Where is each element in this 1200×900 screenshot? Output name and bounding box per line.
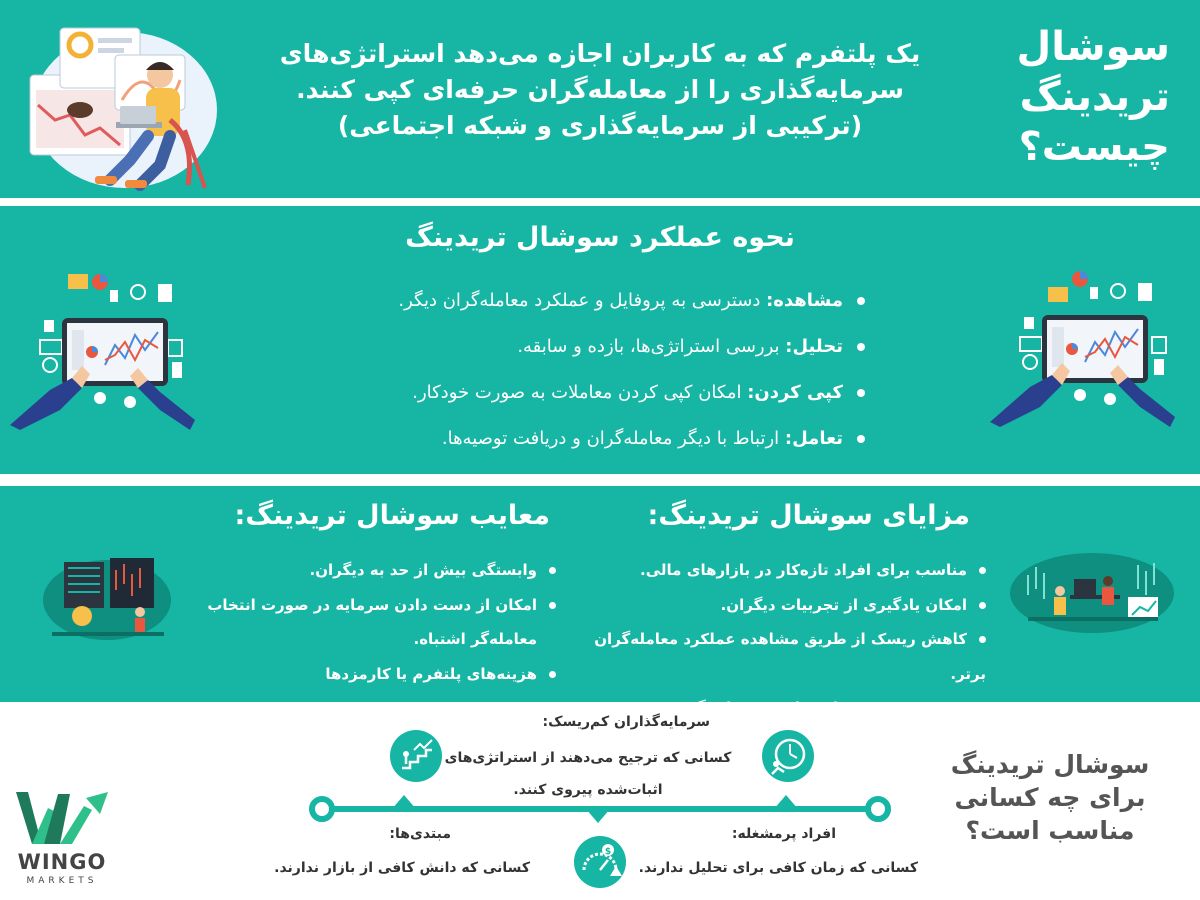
office-traders-illustration xyxy=(1008,545,1176,635)
item-text: هزینه‌های پلتفرم یا کارمزدها xyxy=(325,664,537,683)
how-title: نحوه عملکرد سوشال تریدینگ xyxy=(405,222,795,253)
intro-line: سرمایه‌گذاری را از معامله‌گران حرفه‌ای کپی کنند. xyxy=(296,75,904,104)
bullet-icon xyxy=(979,636,986,643)
item-text: امکان یادگیری از تجربیات دیگران. xyxy=(720,595,967,614)
list-item xyxy=(566,553,986,588)
bullet-icon xyxy=(549,602,556,609)
bullet-icon xyxy=(857,343,865,351)
busy-label: افراد پرمشغله: xyxy=(731,826,836,842)
intro-line: (ترکیبی از سرمایه‌گذاری و شبکه اجتماعی) xyxy=(337,111,863,140)
tablet-analytics-illustration xyxy=(990,265,1175,430)
wingo-logo-icon xyxy=(14,788,110,848)
bullet-icon xyxy=(979,602,986,609)
item-text: بررسی استراتژی‌ها، بازده و سابقه. xyxy=(517,336,786,357)
how-list xyxy=(305,278,865,462)
tablet-analytics-illustration xyxy=(10,270,195,435)
bullet-icon xyxy=(979,705,986,712)
list-item xyxy=(305,324,865,370)
list-item xyxy=(196,622,556,657)
title-line: چیست؟ xyxy=(1018,124,1170,170)
list-item xyxy=(305,416,865,462)
title-line: سوشال xyxy=(1016,24,1170,70)
item-text: وابستگی بیش از حد به دیگران. xyxy=(309,561,537,579)
item-text: صرفه‌جویی در زمان برای تحقیقات گسترده. xyxy=(644,699,967,717)
item-term: تحلیل: xyxy=(785,336,843,357)
low-risk-label: سرمایه‌گذاران کم‌ریسک: xyxy=(542,714,710,730)
low-risk-line: اثبات‌شده پیروی کنند. xyxy=(513,782,663,798)
intro-line: یک پلتفرم که به کاربران اجازه می‌دهد استراتژی‌های xyxy=(279,39,921,68)
item-term: مشاهده: xyxy=(766,290,843,311)
pros-list xyxy=(566,553,986,726)
pros-title: مزایای سوشال تریدینگ: xyxy=(647,500,970,531)
svg-text:$: $ xyxy=(604,847,612,857)
title-line: تریدینگ xyxy=(1019,74,1170,120)
list-item xyxy=(196,657,556,692)
low-risk-line: کسانی که ترجیح می‌دهند از استراتژی‌های xyxy=(444,750,732,766)
item-text: ارتباط با دیگر معامله‌گران و دریافت توصیه‌ها. xyxy=(441,428,785,449)
logo-sub: MARKETS xyxy=(26,876,98,886)
who-title-line: سوشال تریدینگ xyxy=(950,750,1150,779)
bullet-icon xyxy=(549,671,556,678)
who-title xyxy=(940,748,1160,847)
low-risk-text xyxy=(438,742,738,806)
busy-text: کسانی که زمان کافی برای تحلیل ندارند. xyxy=(638,860,918,876)
list-item xyxy=(305,370,865,416)
data-center-illustration xyxy=(42,550,172,642)
item-text: امکان از دست دادن سرمایه در صورت انتخاب xyxy=(207,595,537,614)
trader-laptop-illustration xyxy=(20,10,220,195)
list-item xyxy=(196,553,556,588)
beginners-text: کسانی که دانش کافی از بازار ندارند. xyxy=(274,860,530,876)
beginners-label: مبتدی‌ها: xyxy=(389,826,451,842)
item-text: دسترسی به پروفایل و عملکرد معامله‌گران دیگر. xyxy=(398,290,767,311)
intro-text xyxy=(250,36,950,144)
bullet-icon xyxy=(857,435,865,443)
cons-title: معایب سوشال تریدینگ: xyxy=(234,500,550,531)
bullet-icon xyxy=(857,389,865,397)
list-item xyxy=(566,622,986,691)
who-title-line: مناسب است؟ xyxy=(965,816,1135,845)
item-text: کاهش ریسک از طریق مشاهده عملکرد معامله‌گران برتر. xyxy=(594,630,986,683)
item-text: مناسب برای افراد تازه‌کار در بازارهای مالی. xyxy=(640,561,967,579)
main-title xyxy=(990,22,1170,172)
bullet-icon xyxy=(857,297,865,305)
item-term: کپی کردن: xyxy=(747,382,843,403)
item-text: امکان کپی کردن معاملات به صورت خودکار. xyxy=(412,382,748,403)
list-item xyxy=(305,278,865,324)
item-text: معامله‌گر اشتباه. xyxy=(413,630,537,648)
logo-name: WINGO xyxy=(17,850,107,874)
list-item xyxy=(196,588,556,623)
stairs-growth-icon xyxy=(390,730,442,782)
who-title-line: برای چه کسانی xyxy=(954,783,1146,812)
item-term: تعامل: xyxy=(784,428,843,449)
bullet-icon xyxy=(549,567,556,574)
cons-list xyxy=(196,553,556,691)
clock-person-icon xyxy=(762,730,814,782)
list-item xyxy=(566,588,986,623)
bullet-icon xyxy=(979,567,986,574)
